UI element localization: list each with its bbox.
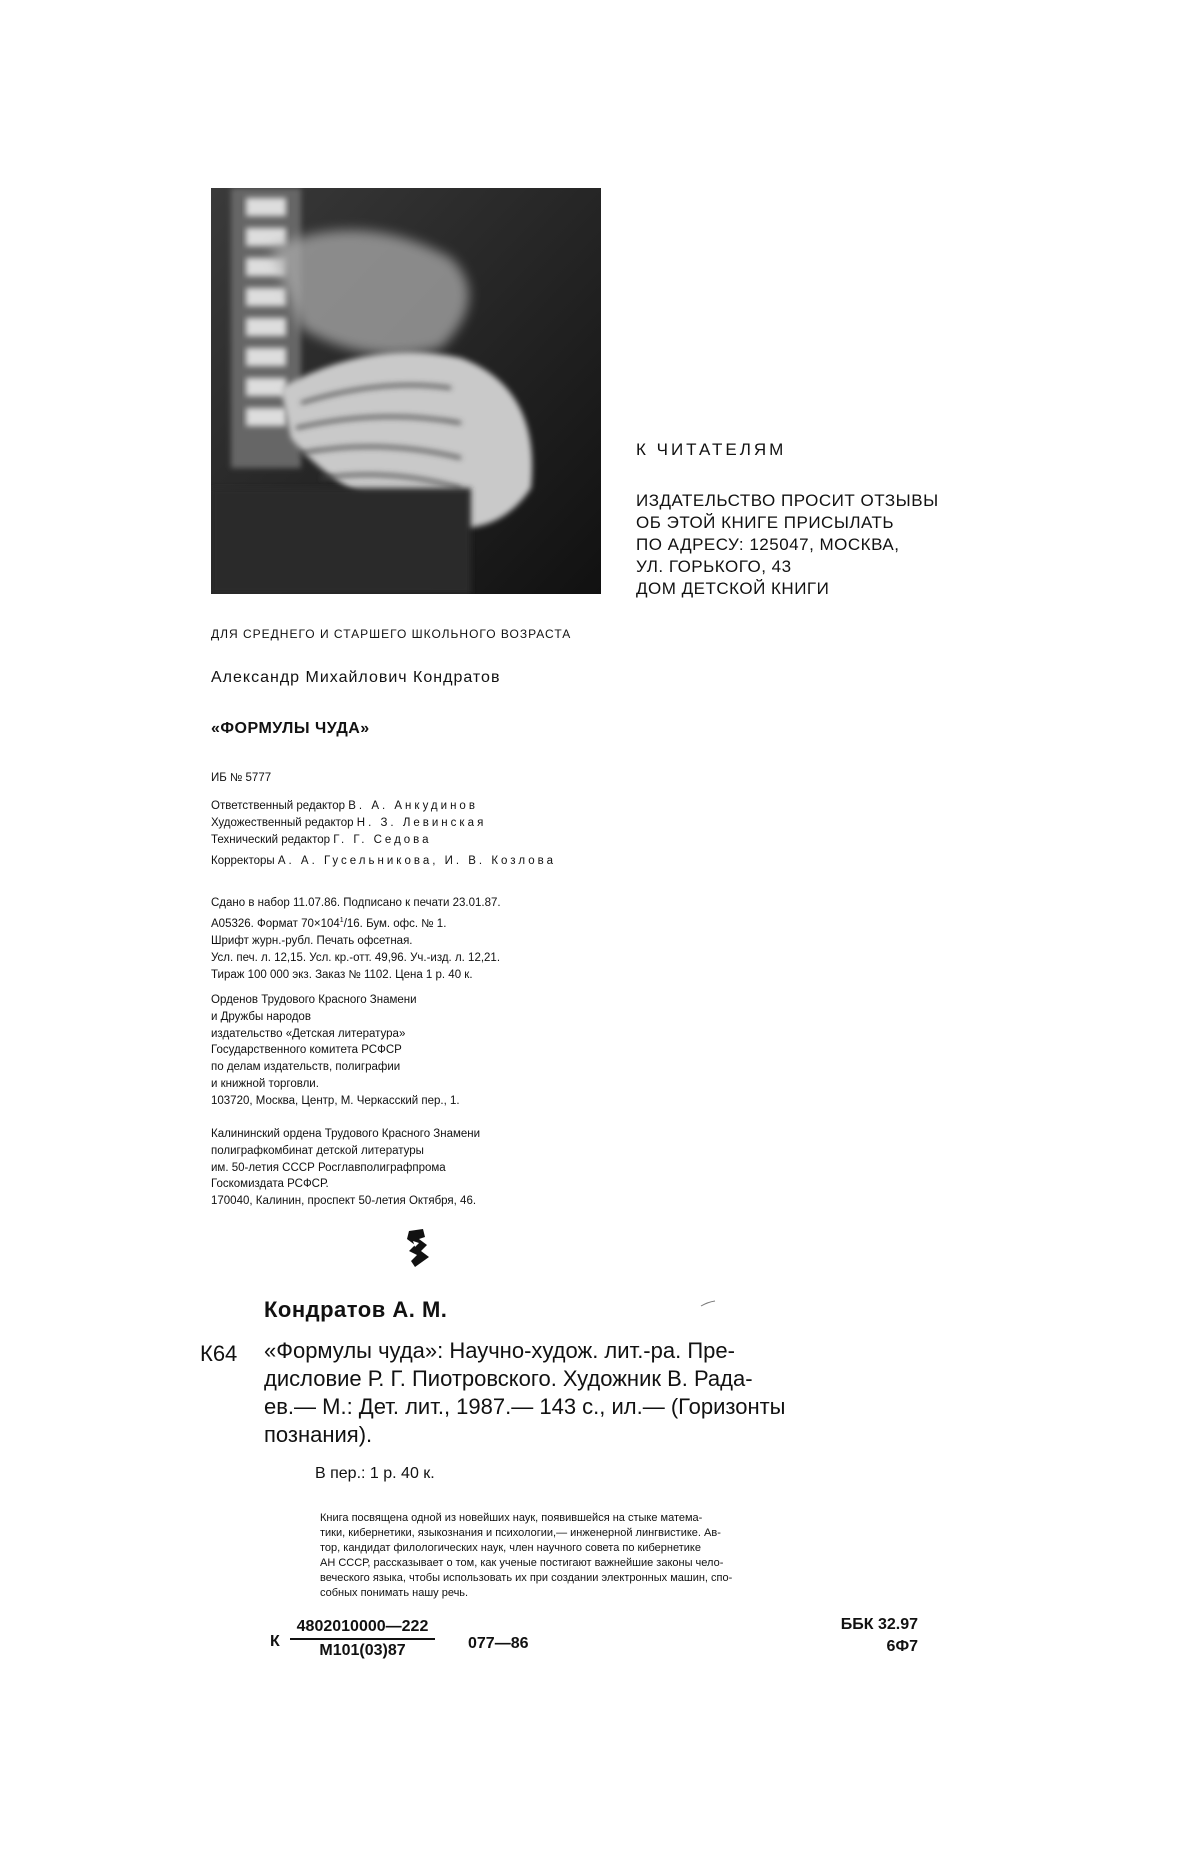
age-group: ДЛЯ СРЕДНЕГО И СТАРШЕГО ШКОЛЬНОГО ВОЗРАСТА [211,627,572,641]
index-fraction [290,1618,435,1660]
print-info-line [211,912,501,933]
book-title: «ФОРМУЛЫ ЧУДА» [211,720,370,737]
annotation-line: тор, кандидат филологических наук, член научного совета по кибернетике [320,1542,701,1554]
bbk-line: 6Ф7 [886,1638,918,1655]
editor-role: Корректоры [211,855,275,867]
ib-number: ИБ № 5777 [211,772,272,784]
bbk-line: ББК 32.97 [840,1616,918,1633]
print-info [211,895,501,984]
print-info-line: Тираж 100 000 экз. Заказ № 1102. Цена 1 р. 40 к. [211,968,473,981]
printer-line: им. 50-летия СССР Росглавполиграфпрома [211,1161,446,1174]
annotation-line: АН СССР, рассказывает о том, как ученые постигают важнейшие законы чело- [320,1557,724,1569]
reader-notice-line: УЛ. ГОРЬКОГО, 43 [636,557,792,576]
editor-name: А. А. Гусельникова, И. В. Козлова [277,855,557,867]
publisher-block [211,992,460,1110]
biblio-line: дисловие Р. Г. Пиотровского. Художник В. Рада- [264,1366,753,1391]
editor-role: Технический редактор [211,834,330,846]
publisher-line: и книжной торговли. [211,1077,319,1090]
printer-block [211,1126,480,1210]
author-full-name: Александр Михайлович Кондратов [211,669,501,686]
publisher-line: Орденов Трудового Красного Знамени [211,994,417,1006]
printer-line: Калининский ордена Трудового Красного Знамени [211,1128,481,1140]
editor-role: Ответственный редактор [211,800,346,812]
typing-hands-photo [211,188,601,594]
annotation-line: веческого языка, чтобы использовать их при создании электронных машин, спо- [320,1572,733,1584]
reader-notice [636,440,1056,600]
format-text: А05326. Формат 70×104 [211,917,340,930]
editor-row [211,853,556,870]
printer-line: Госкомиздата РСФСР. [211,1178,329,1191]
biblio-code: К64 [200,1341,238,1366]
editor-name: В. А. Анкудинов [348,800,478,812]
reader-notice-line: ОБ ЭТОЙ КНИГЕ ПРИСЫЛАТЬ [636,513,895,532]
editor-role: Художественный редактор [211,817,354,829]
publisher-line: Государственного комитета РСФСР [211,1044,402,1057]
stray-mark [700,1300,716,1308]
biblio-line: ев.— М.: Дет. лит., 1987.— 143 с., ил.— (Горизонты [264,1394,786,1419]
bibliographic-card [200,1297,786,1482]
annotation-line: тики, кибернетики, языкознания и психологии,— инженерной лингвистике. Ав- [320,1527,721,1539]
biblio-author: Кондратов А. М. [264,1297,448,1322]
publisher-line: 103720, Москва, Центр, М. Черкасский пер., 1. [211,1094,460,1107]
annotation-line: собных понимать нашу речь. [320,1587,469,1599]
reader-notice-line: ПО АДРЕСУ: 125047, МОСКВА, [636,535,900,554]
index-numerator: 4802010000—222 [290,1618,435,1640]
index-letter: К [270,1633,280,1650]
publisher-line: издательство «Детская литература» [211,1027,406,1040]
format-text-end: /16. Бум. офс. № 1. [343,917,447,930]
annotation [320,1511,920,1601]
print-info-line: Усл. печ. л. 12,15. Усл. кр.-отт. 49,96. Уч.-изд. л. 12,21. [211,951,501,964]
reader-notice-body [636,490,1056,600]
index-extra: 077—86 [468,1635,529,1652]
biblio-line: познания). [264,1422,373,1447]
editor-row [211,832,556,849]
publisher-line: и Дружбы народов [211,1010,311,1023]
reader-notice-line: ИЗДАТЕЛЬСТВО ПРОСИТ ОТЗЫВЫ [636,491,939,510]
editor-name: Н. З. Левинская [356,817,487,829]
reader-notice-title: К ЧИТАТЕЛЯМ [636,440,787,459]
biblio-price: В пер.: 1 р. 40 к. [315,1465,435,1482]
editors-list [211,798,556,870]
biblio-line: «Формулы чуда»: Научно-худож. лит.-ра. Пре- [264,1338,735,1363]
editor-row [211,798,556,815]
editor-name: Г. Г. Седова [333,834,432,846]
index-denominator: М101(03)87 [319,1642,406,1659]
print-info-line: Шрифт журн.-рубл. Печать офсетная. [211,934,413,947]
format-sup: 1 [339,917,344,924]
biblio-description [264,1337,924,1449]
printer-line: полиграфкомбинат детской литературы [211,1144,424,1157]
bbk-code [841,1614,918,1658]
print-info-line: Сдано в набор 11.07.86. Подписано к печати 23.01.87. [211,897,501,909]
annotation-line: Книга посвящена одной из новейших наук, появившейся на стыке матема- [320,1512,703,1524]
publisher-logo-icon [401,1227,435,1271]
reader-notice-line: ДОМ ДЕТСКОЙ КНИГИ [636,579,830,598]
publisher-line: по делам издательств, полиграфии [211,1061,401,1074]
editor-row [211,815,556,832]
printer-line: 170040, Калинин, проспект 50-летия Октября, 46. [211,1195,477,1208]
